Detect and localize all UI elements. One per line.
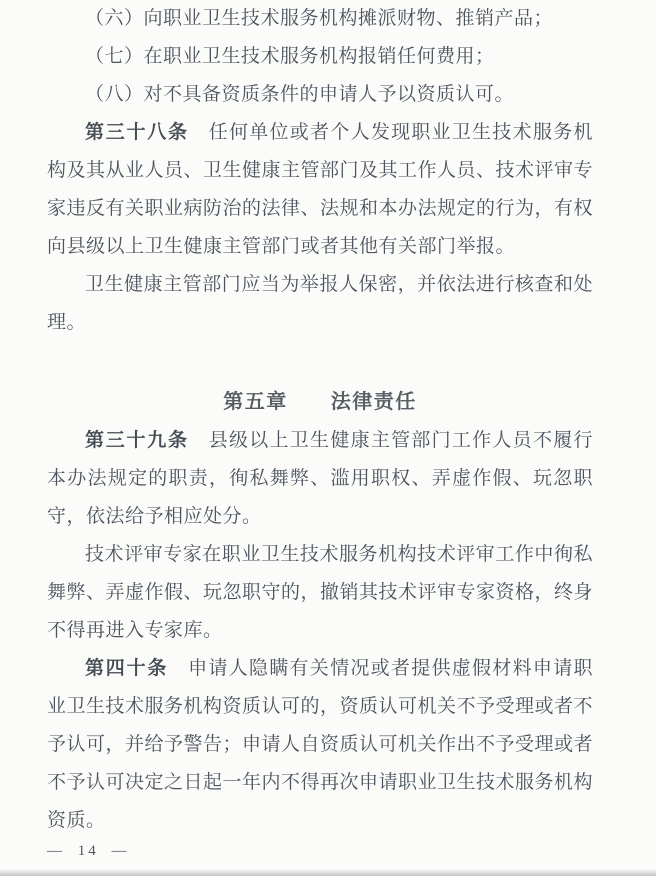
article-39-label: 第三十九条 — [85, 430, 189, 451]
article-38-paragraph-2: 卫生健康主管部门应当为举报人保密，并依法进行核查和处理。 — [47, 274, 593, 333]
document-page — [47, 0, 594, 859]
article-39-paragraph — [47, 422, 593, 536]
article-39-paragraph-2: 技术评审专家在职业卫生技术服务机构技术评审工作中徇私舞弊、弄虚作假、玩忽职守的，撤销其技术评审专家资格，终身不得再进入专家库。 — [47, 544, 594, 641]
scan-edge-shadow — [0, 869, 656, 876]
clause-item-8: （八）对不具备资质条件的申请人予以资质认可。 — [85, 84, 515, 105]
page-number: — 14 — — [47, 843, 130, 859]
chapter-heading: 第五章 法律责任 — [223, 391, 417, 413]
article-40-text: 申请人隐瞒有关情况或者提供虚假材料申请职业卫生技术服务机构资质认可的，资质认可机关不予受理或者不予认可，并给予警告；申请人自资质认可机关作出不予受理或者不予认可决定之日起一年内不得再次申请职业卫生技术服务机构资质。 — [47, 658, 594, 831]
article-38-text: 任何单位或者个人发现职业卫生技术服务机构及其从业人员、卫生健康主管部门及其工作人员、技术评审专家违反有关职业病防治的法律、法规和本办法规定的行为，有权向县级以上卫生健康主管部门或者其他有关部门举报。 — [47, 122, 594, 257]
article-39-text: 县级以上卫生健康主管部门工作人员不履行本办法规定的职责，徇私舞弊、滥用职权、弄虚作假、玩忽职守，依法给予相应处分。 — [47, 430, 593, 527]
clause-item-7: （七）在职业卫生技术服务机构报销任何费用； — [85, 46, 495, 67]
clause-item-6: （六）向职业卫生技术服务机构摊派财物、推销产品； — [85, 8, 554, 29]
article-40-paragraph — [47, 650, 593, 840]
article-40-label: 第四十条 — [85, 658, 169, 679]
article-38-paragraph — [47, 114, 593, 266]
article-38-label: 第三十八条 — [85, 122, 189, 143]
